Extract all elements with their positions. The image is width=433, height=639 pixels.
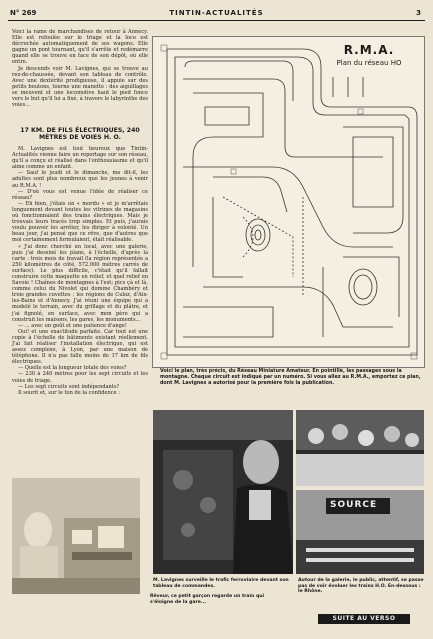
gallery-photo-caption: Autour de la galerie, le public, attentif, se passe pas de voir évoluer les trains H.O. En-dessous : le Rhône.: [298, 578, 424, 595]
article-paragraph: Je descends voir M. Lavignes, qui se trouve au rez-de-chaussée, devant son tableau de contrôle. Avec une dextérité prodigieuse, il appuie sur des petits boutons, tourne une manette : des aiguillages se meuvent et une locomotive haut le pied fonce vers le but qu'il lui a fixé, à travers le labyrinthe des voies...: [12, 65, 148, 109]
article-paragraph: — D'où vous est venue l'idée de réaliser ce réseau?: [12, 188, 148, 201]
track-plan-title: R.M.A.: [343, 43, 395, 57]
gallery-photo: [296, 410, 424, 486]
boy-photo-caption: Rêveur, ce petit garçon regarde un train qui s'éloigne de la gare...: [150, 594, 265, 605]
article-column-main: [12, 146, 148, 396]
track-plan-drawing: [153, 37, 424, 367]
station-sign: SOURCE: [330, 500, 378, 510]
article-paragraph: — Les sept circuits sont indépendants?: [18, 383, 120, 390]
track-plan-subtitle: Plan du réseau HO: [336, 59, 402, 67]
article-paragraph: « J'ai donc cherché un local, avec une galerie, puis j'ai dessiné les plans, à l'échelle, d'après la carte : trois mois de travail (la région représentée a 250 kilomètres de côté, 572.000 mètres carrés de surface). Le plus difficile, c'était qu'il fallait construire cette maquette en relief, et quel relief en Savoie ! Chaînes de montagnes à l'est; pics çà et là, comme celui du Nivolet qui domine Chambéry et trois grandes cuvettes : les régions de Culoz, d'Aix-les-Bains et d'Annecy. J'ai réuni une équipe qui a modelé le terrain, avec du grillage et du plâtre, et j'ai fignolé, en surface, avec mon père qui a construit les maisons, les gares, les monuments...: [12, 243, 148, 323]
operator-photo: [153, 410, 293, 574]
boy-photo: [12, 478, 140, 594]
page-header: [8, 6, 425, 21]
operator-photo-image: [153, 410, 293, 574]
article-paragraph: Oui! et une exactitude parfaite. Car tout est une copie à l'échelle de bâtiments existant réellement. J'ai fait réaliser l'installation électrique, qui est assez complexe, à Lyon, par une maison de téléphone. Il n'a pas fallu moins de 17 km de fils électriques.: [12, 328, 148, 366]
article-paragraph: — 230 à 240 mètres pour les sept circuits et les voies de triage.: [12, 371, 148, 384]
article-column-top: [12, 29, 148, 108]
article-paragraph: — Sauf le jeudi et le dimanche, me dit-il, les adultes sont plus nombreux que les jeunes à venir au R.M.A. !: [12, 170, 148, 189]
boy-photo-image: [12, 478, 140, 594]
page-number: 3: [416, 9, 421, 17]
article-paragraph: — Eh bien, j'étais un « mordu » et je m'arrêtais longuement devant toutes les vitrines de magasins où fonctionnaient des trains électriques. Mais je trouvais leurs tracés trop simples. Et puis, j'aurais voulu pouvoir les arrêter, les diriger à volonté. Un beau jour, j'ai pensé que ce rêve, que d'autres que moi certainement formulaient, était réalisable.: [12, 200, 148, 244]
track-plan-diagram: [152, 36, 425, 368]
gallery-photo-image: [296, 410, 424, 486]
magazine-title: TINTIN-ACTUALITÉS: [169, 9, 264, 17]
track-plan-caption: Voici le plan, très précis, du Réseau Miniature Amateur. En pointillé, les passages sous la montagne. Chaque circuit est indiqué par un numéro. Si vous allez au R.M.A., emportez ce plan, dont M. Lavignes a autorisé pour la première fois la publication.: [160, 369, 421, 386]
station-photo: [296, 490, 424, 574]
article-paragraph: Voici la rame de marchandises de retour à Annecy. Elle est refoulée sur le triage et la loco est décrochée automatiquement de ses wagons. Elle gagne un pont tournant, qu'il s'arrête et redémarre quand elle se trouve en face de son dépôt, où elle entre.: [12, 29, 148, 66]
article-paragraph: Il sourit et, sur le ton de la confidence :: [18, 389, 121, 396]
continue-label: SUITE AU VERSO: [318, 614, 410, 624]
operator-photo-caption: M. Lavignes surveille le trafic ferroviaire devant son tableau de commandes.: [153, 578, 289, 589]
article-paragraph: M. Lavignes est tout heureux que Tintin-Actualités vienne faire un reportage sur son réseau, qu'il a conçu et réalisé dans l'enthousiasme et qu'il aime comme un enfant.: [12, 146, 148, 171]
article-paragraph: — ... avec un goût et une patience d'ange!: [18, 322, 127, 329]
article-paragraph: — Quelle est la longueur totale des voies?: [18, 365, 127, 372]
issue-number: N° 269: [10, 9, 37, 17]
article-heading: 17 KM. DE FILS ÉLECTRIQUES, 240 MÈTRES DE VOIES H. O.: [20, 127, 140, 142]
